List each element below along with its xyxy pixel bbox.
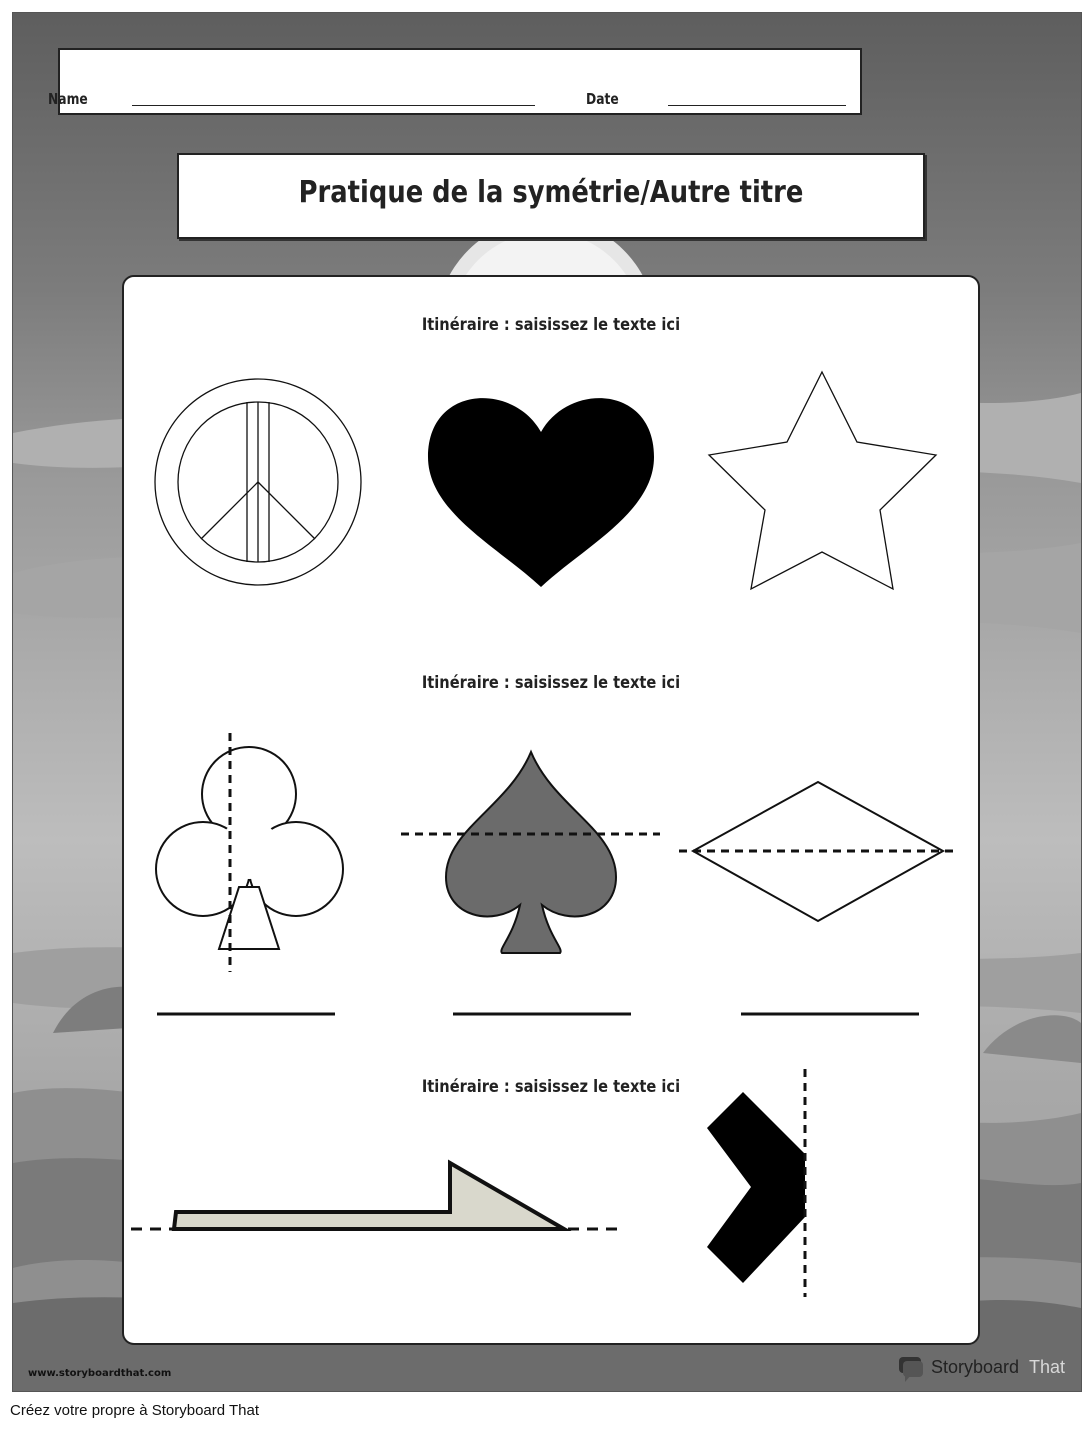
star-icon	[709, 372, 936, 589]
direction-text-2: Itinéraire : saisissez le texte ici	[421, 673, 681, 693]
shapes-canvas	[124, 277, 978, 1343]
date-line	[668, 105, 846, 106]
chevron-shape-icon	[707, 1092, 805, 1283]
arrow-shape-icon	[174, 1163, 564, 1229]
site-url: www.storyboardthat.com	[28, 1368, 172, 1379]
peace-sign-icon	[155, 379, 361, 585]
brand-word-storyboard: Storyboard	[931, 1357, 1020, 1377]
heart-icon	[428, 398, 654, 587]
speech-bubble-icon	[897, 1355, 927, 1383]
page-title: Pratique de la symétrie/Autre titre	[298, 175, 804, 210]
direction-text-1: Itinéraire : saisissez le texte ici	[421, 315, 681, 335]
storyboard-logo	[897, 1355, 1077, 1383]
spade-icon	[446, 752, 616, 953]
name-label: Name	[48, 90, 88, 108]
title-box	[177, 153, 925, 239]
club-icon	[156, 747, 343, 949]
date-label: Date	[586, 90, 619, 108]
direction-text-3: Itinéraire : saisissez le texte ici	[421, 1077, 681, 1097]
worksheet-background	[12, 12, 1082, 1392]
name-line	[132, 105, 535, 106]
footer-link[interactable]: Créez votre propre à Storyboard That	[10, 1402, 260, 1419]
brand-word-that: That	[1029, 1357, 1066, 1377]
content-panel	[122, 275, 980, 1345]
name-date-bar	[48, 48, 862, 115]
